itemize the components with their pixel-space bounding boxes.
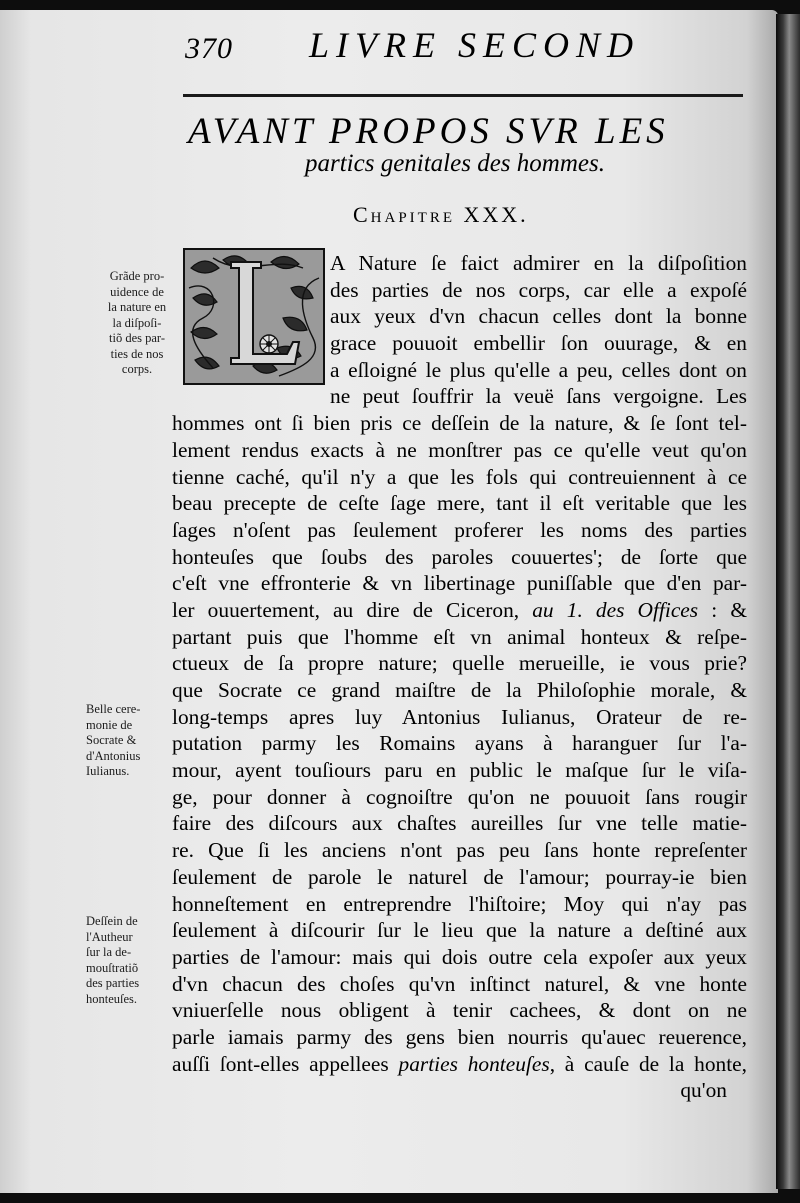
text-line: aux yeux d'vn chacun celles dont la bonne <box>330 304 747 329</box>
page-edge-shadow <box>776 14 800 1189</box>
margin-note-line: l'Autheur <box>86 929 133 944</box>
margin-note-line: uidence de <box>110 284 164 299</box>
margin-note-line: honteuſes. <box>86 991 138 1006</box>
text-line: hommes ont ſi bien pris ce deſſein de la nature, & ſe ſont tel- <box>172 411 747 436</box>
margin-note-line: Grãde pro- <box>109 269 165 283</box>
text-line: ſeulement de parole le naturel de l'amour; pourray-ie bien <box>172 864 747 889</box>
text-line: beau precepte de ceſte ſage mere, tant il eſt veritable que les <box>172 491 747 516</box>
text-fragment: : & <box>711 597 747 622</box>
text-line: ge, pour donner à cognoiſtre qu'on ne pouuoit ſans rougir <box>172 784 747 809</box>
text-line: faire des diſcours aux chaſtes aureilles ſur vne telle matie- <box>172 811 747 836</box>
text-line: grace pouuoit embellir ſon ouurage, & en <box>330 331 747 356</box>
margin-note-line: des parties <box>86 976 140 990</box>
running-head: LIVRE SECOND <box>309 25 640 65</box>
margin-note-line: Deſſein de <box>86 914 138 928</box>
margin-note-line: la nature en <box>107 300 167 314</box>
margin-note-line: ties de nos <box>110 346 164 361</box>
text-line: re. Que ſi les anciens n'ont pas peu ſans honte repreſenter <box>172 838 747 863</box>
text-line: vniuerſelle nous obligent à tenir cachees, & dont on ne <box>172 998 747 1023</box>
text-line: des parties de nos corps, car elle a expoſé <box>330 277 747 302</box>
text-line: d'vn chacun des choſes qu'vn inſtinct naturel, & vne honte <box>172 971 747 996</box>
text-line: parties de l'amour: mais qui dois outre cela expoſer aux yeux <box>172 944 747 969</box>
margin-note-line: Socrate & <box>86 733 137 747</box>
margin-note-line: ſur la de- <box>86 945 132 959</box>
margin-note-line: d'Antonius <box>86 748 141 763</box>
text-fragment: auſſi ſont-elles appellees <box>172 1051 389 1076</box>
text-line: mour, ayent touſiours paru en public le maſque ſur le viſa- <box>172 758 747 783</box>
text-line: A Nature ſe faict admirer en la diſpoſition <box>330 251 747 275</box>
text-line: que Socrate ce grand maiſtre de la Philoſophie morale, & <box>172 678 747 702</box>
text-line: ſeulement à diſcourir ſur le lieu que la nature a deſtiné aux <box>172 918 747 943</box>
citation-offices: au 1. des Offices <box>532 597 699 622</box>
text-fragment: , à cauſe de la honte, <box>549 1051 747 1076</box>
chapter-heading: Chapitre XXX. <box>353 202 529 227</box>
margin-note-line: corps. <box>121 362 153 376</box>
text-line: honneſtement en entreprendre l'hiſtoire; Moy qui n'ay pas <box>172 891 747 916</box>
margin-note-dessein <box>86 914 168 1007</box>
text-line: ſages n'oſent pas ſeulement proferer les noms des parties <box>172 517 747 542</box>
text-line: partant puis que l'homme eſt vn animal honteux & reſpe- <box>172 624 747 649</box>
margin-note-line: Belle cere- <box>86 702 141 716</box>
chapter-body-text <box>172 250 747 1104</box>
margin-note-providence <box>97 269 177 378</box>
page-number: 370 <box>185 32 233 65</box>
text-line: honteuſes que ſoubs des paroles couuertes'; de ſorte que <box>172 544 747 569</box>
margin-note-ceremonie <box>86 702 168 780</box>
text-line: ne peut ſouffrir la veuë ſans vergoigne. Les <box>330 384 747 409</box>
chapter-title-line-1: AVANT PROPOS SVR LES <box>188 111 669 152</box>
margin-note-line: Iulianus. <box>86 764 130 778</box>
text-line: putation parmy les Romains ayans à haranguer ſur l'a- <box>172 731 747 756</box>
text-line: c'eſt vne effronterie & vn libertinage puniſſable que d'en par- <box>172 571 747 596</box>
text-line: lement rendus exacts à ne monſtrer pas ce qu'elle veut qu'on <box>172 437 747 462</box>
text-fragment: ler ouuertement, au dire de Ciceron, <box>172 597 520 622</box>
text-line: tienne caché, qu'il n'y a que les fols qui contreuiennent à ce <box>172 464 747 489</box>
text-line: parle iamais parmy des gens bien nourris qu'auec reuerence, <box>172 1024 747 1049</box>
italic-parties-honteuses: parties honteuſes <box>398 1051 550 1076</box>
margin-note-line: mouſtratiõ <box>86 960 139 975</box>
catchword: qu'on <box>680 1078 727 1103</box>
page-header <box>185 22 745 72</box>
header-rule <box>183 94 743 97</box>
margin-note-line: tiõ des par- <box>109 331 165 345</box>
margin-note-line: monie de <box>86 717 133 732</box>
text-line <box>172 597 747 624</box>
text-line: ctueux de ſa propre nature; quelle merueille, ie vous prie? <box>172 651 747 676</box>
chapter-title-line-2: partics genitales des hommes. <box>305 150 605 177</box>
text-line <box>172 1051 747 1078</box>
margin-note-line: la diſpoſi- <box>112 315 162 330</box>
text-line: long-temps apres luy Antonius Iulianus, Orateur de re- <box>172 704 747 729</box>
text-line: a eſloigné le plus qu'elle a peu, celles dont on <box>330 357 747 382</box>
